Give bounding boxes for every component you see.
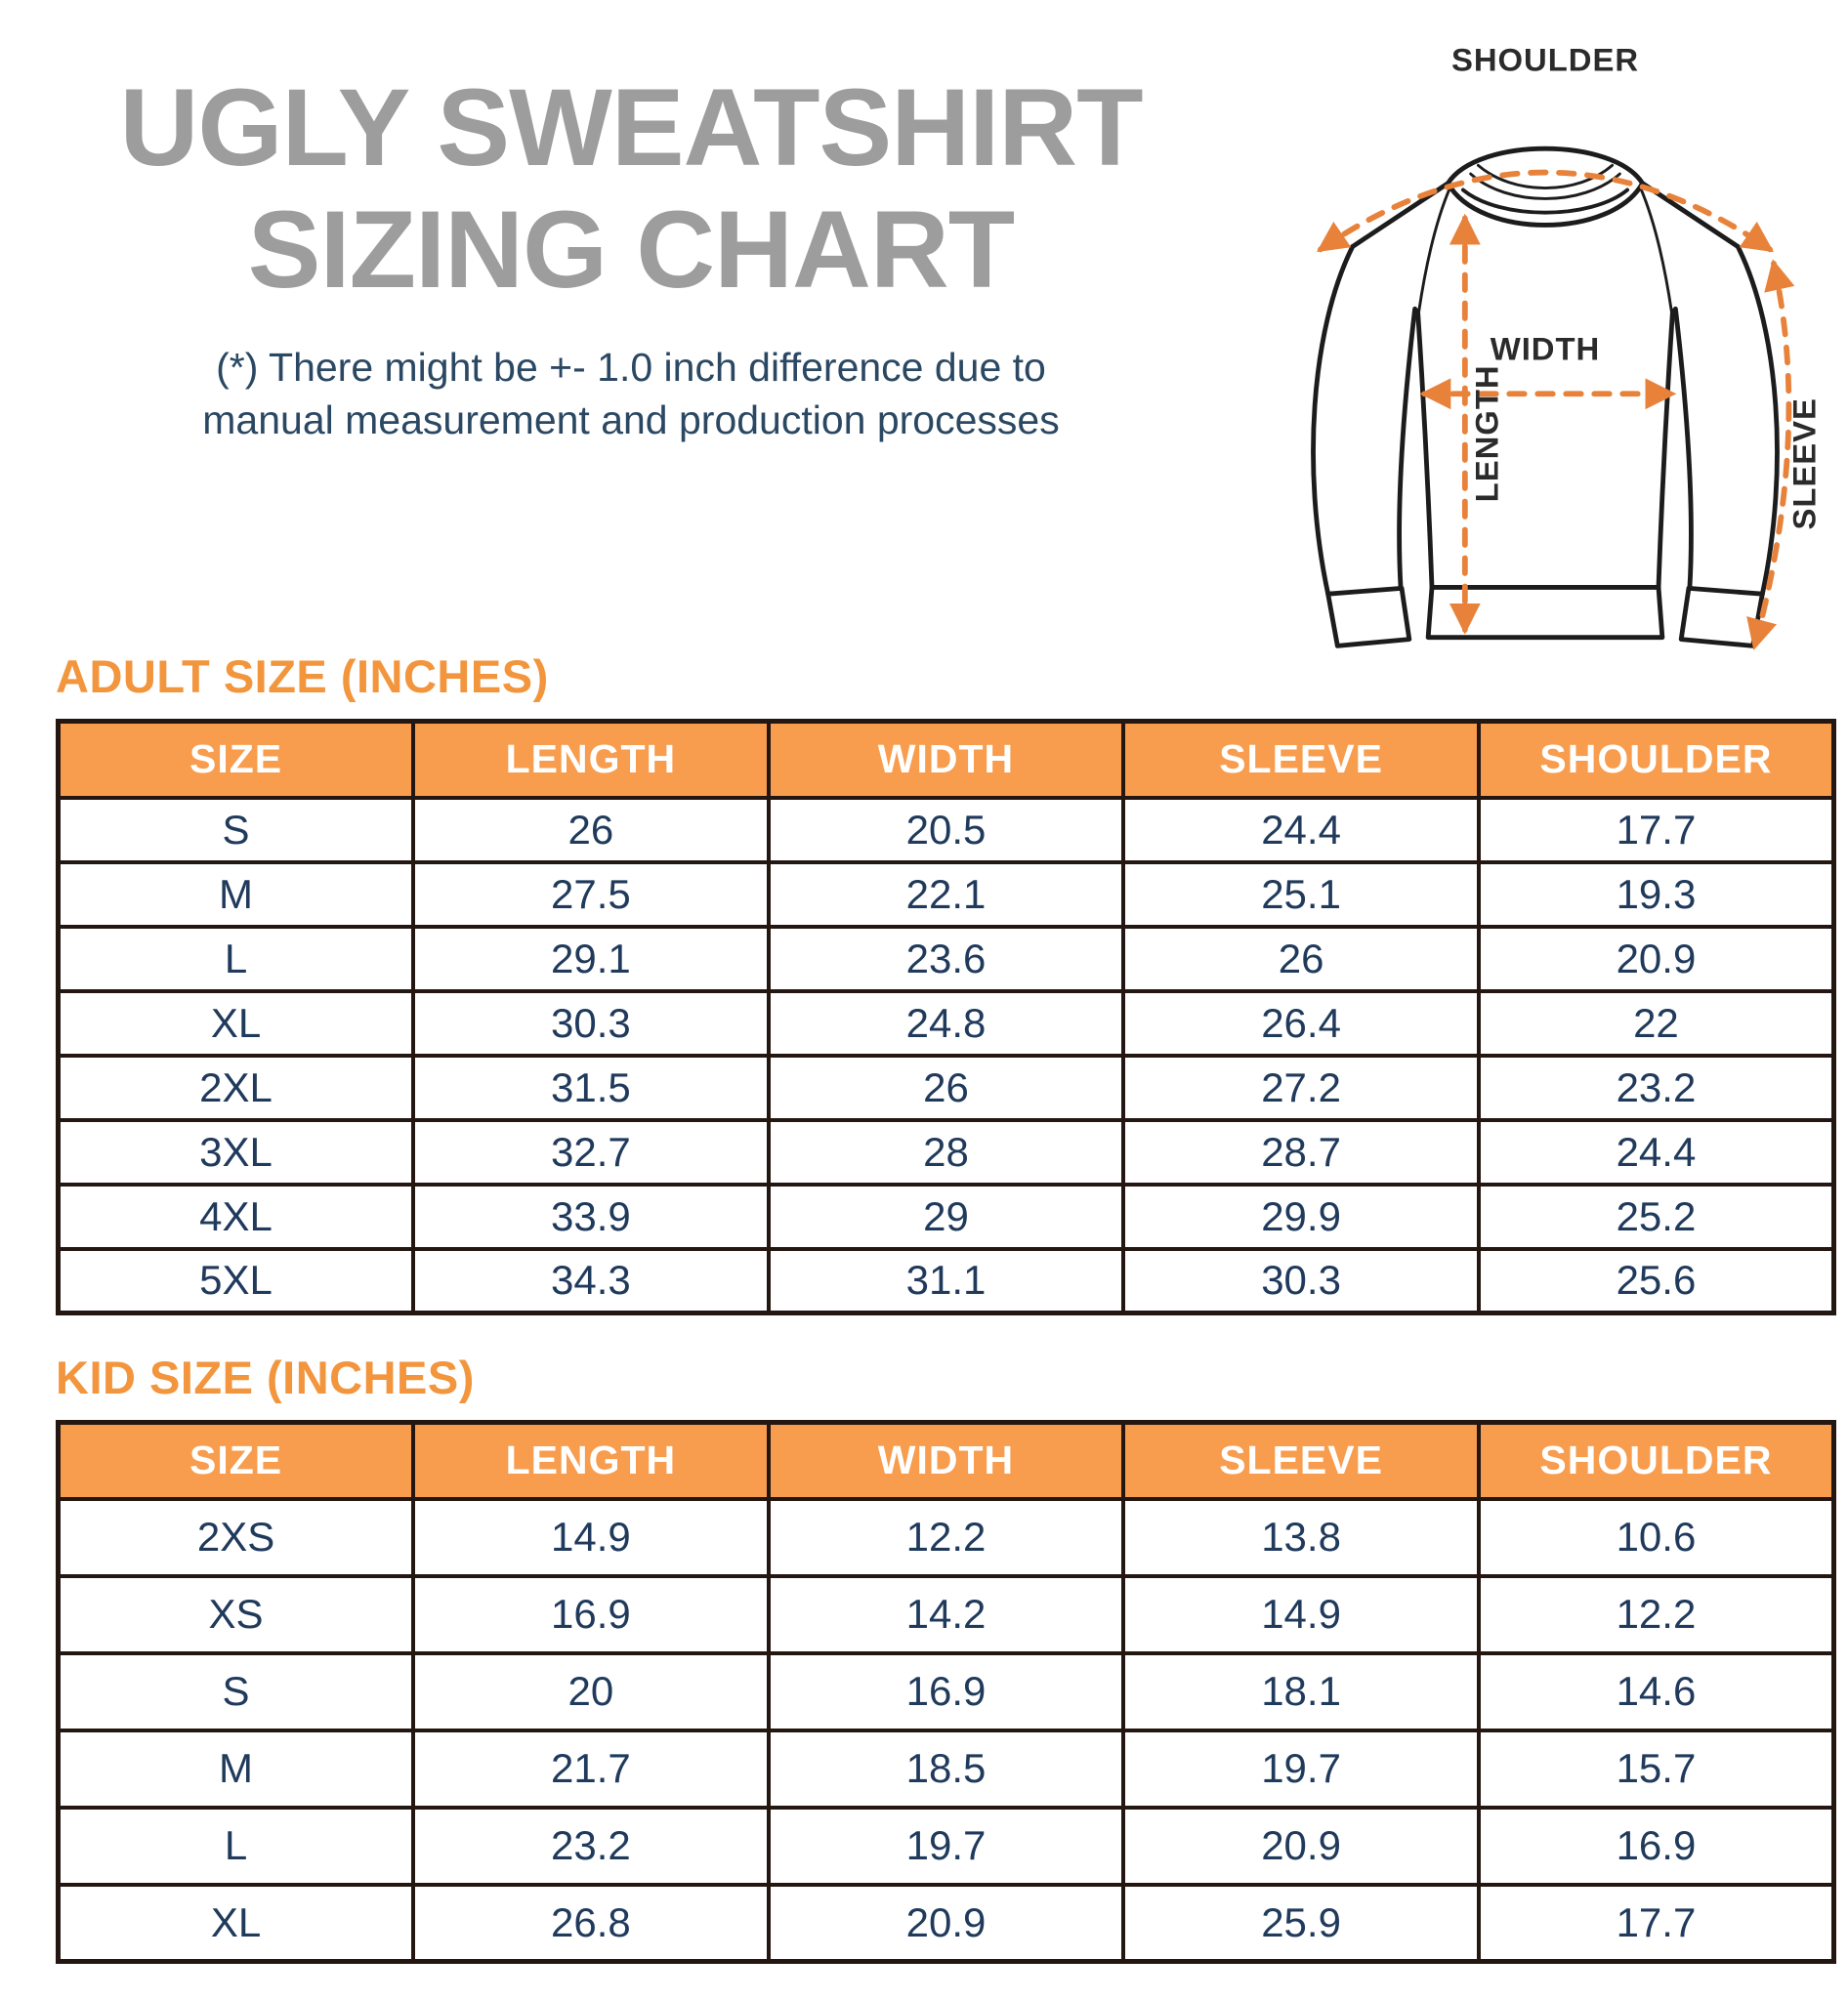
size-label: M: [59, 862, 414, 927]
measurement-value: 10.6: [1479, 1499, 1834, 1576]
table-header-row: [59, 1423, 1834, 1499]
adult-table-header: [59, 722, 1834, 798]
sweatshirt-measurement-illustration: [1262, 27, 1828, 662]
column-header-sleeve: SLEEVE: [1123, 1423, 1479, 1499]
measurement-value: 25.1: [1123, 862, 1479, 927]
column-header-width: WIDTH: [769, 1423, 1124, 1499]
table-row: [59, 1185, 1834, 1249]
measurement-value: 20.5: [769, 798, 1124, 862]
size-label: XL: [59, 991, 414, 1056]
table-row: [59, 1808, 1834, 1885]
measurement-value: 18.1: [1123, 1653, 1479, 1730]
measurement-value: 31.5: [413, 1056, 769, 1120]
adult-table-body: [59, 798, 1834, 1313]
kid-table-header: [59, 1423, 1834, 1499]
sweatshirt-diagram: [1262, 0, 1848, 667]
measurement-value: 33.9: [413, 1185, 769, 1249]
measurement-value: 19.7: [1123, 1730, 1479, 1808]
table-row: [59, 1885, 1834, 1962]
measurement-value: 19.3: [1479, 862, 1834, 927]
measurement-value: 26: [769, 1056, 1124, 1120]
measurement-value: 20.9: [1123, 1808, 1479, 1885]
measurement-value: 12.2: [1479, 1576, 1834, 1653]
size-label: 2XL: [59, 1056, 414, 1120]
measurement-value: 25.9: [1123, 1885, 1479, 1962]
measurement-value: 29.1: [413, 927, 769, 991]
measurement-value: 23.2: [1479, 1056, 1834, 1120]
disclaimer-line1: (*) There might be +- 1.0 inch difference due to: [216, 344, 1046, 390]
measurement-value: 24.8: [769, 991, 1124, 1056]
size-label: L: [59, 927, 414, 991]
measurement-value: 16.9: [769, 1653, 1124, 1730]
column-header-width: WIDTH: [769, 722, 1124, 798]
size-label: XS: [59, 1576, 414, 1653]
sleeve-label: SLEEVE: [1785, 397, 1823, 530]
measurement-value: 20.9: [1479, 927, 1834, 991]
measurement-value: 16.9: [1479, 1808, 1834, 1885]
measurement-value: 23.2: [413, 1808, 769, 1885]
width-label: WIDTH: [1490, 330, 1601, 367]
kid-size-table: [56, 1420, 1836, 1964]
measurement-value: 15.7: [1479, 1730, 1834, 1808]
length-label: LENGTH: [1468, 364, 1505, 503]
size-label: S: [59, 798, 414, 862]
table-row: [59, 1056, 1834, 1120]
column-header-sleeve: SLEEVE: [1123, 722, 1479, 798]
measurement-value: 17.7: [1479, 1885, 1834, 1962]
measurement-value: 26: [413, 798, 769, 862]
measurement-value: 14.2: [769, 1576, 1124, 1653]
adult-size-table: [56, 719, 1836, 1315]
size-label: XL: [59, 1885, 414, 1962]
disclaimer-line2: manual measurement and production processes: [202, 396, 1060, 442]
column-header-shoulder: SHOULDER: [1479, 722, 1834, 798]
page-title: [0, 66, 1262, 312]
measurement-value: 28: [769, 1120, 1124, 1185]
header-section: [0, 0, 1848, 640]
kid-size-heading: KID SIZE (INCHES): [56, 1352, 475, 1403]
size-label: S: [59, 1653, 414, 1730]
measurement-value: 19.7: [769, 1808, 1124, 1885]
measurement-value: 30.3: [1123, 1249, 1479, 1313]
table-row: [59, 1576, 1834, 1653]
page-title-line2: SIZING CHART: [247, 188, 1015, 312]
measurement-value: 22.1: [769, 862, 1124, 927]
adult-size-heading: ADULT SIZE (INCHES): [56, 650, 549, 702]
column-header-shoulder: SHOULDER: [1479, 1423, 1834, 1499]
measurement-value: 28.7: [1123, 1120, 1479, 1185]
measurement-value: 14.9: [413, 1499, 769, 1576]
measurement-value: 14.6: [1479, 1653, 1834, 1730]
measurement-value: 26.8: [413, 1885, 769, 1962]
size-label: 3XL: [59, 1120, 414, 1185]
table-row: [59, 798, 1834, 862]
measurement-value: 14.9: [1123, 1576, 1479, 1653]
measurement-value: 27.2: [1123, 1056, 1479, 1120]
measurement-value: 13.8: [1123, 1499, 1479, 1576]
measurement-value: 25.2: [1479, 1185, 1834, 1249]
table-row: [59, 1730, 1834, 1808]
column-header-size: SIZE: [59, 722, 414, 798]
measurement-value: 18.5: [769, 1730, 1124, 1808]
sweatshirt-outline: [1314, 148, 1778, 646]
measurement-value: 29: [769, 1185, 1124, 1249]
measurement-value: 30.3: [413, 991, 769, 1056]
measurement-value: 17.7: [1479, 798, 1834, 862]
measurement-value: 12.2: [769, 1499, 1124, 1576]
measurement-value: 32.7: [413, 1120, 769, 1185]
measurement-value: 23.6: [769, 927, 1124, 991]
measurement-value: 26.4: [1123, 991, 1479, 1056]
size-label: L: [59, 1808, 414, 1885]
size-label: M: [59, 1730, 414, 1808]
size-label: 4XL: [59, 1185, 414, 1249]
size-label: 2XS: [59, 1499, 414, 1576]
table-header-row: [59, 722, 1834, 798]
measurement-value: 26: [1123, 927, 1479, 991]
measurement-value: 34.3: [413, 1249, 769, 1313]
size-label: 5XL: [59, 1249, 414, 1313]
disclaimer-text: [0, 341, 1262, 446]
table-row: [59, 862, 1834, 927]
table-row: [59, 991, 1834, 1056]
measurement-value: 16.9: [413, 1576, 769, 1653]
table-row: [59, 1249, 1834, 1313]
measurement-value: 25.6: [1479, 1249, 1834, 1313]
sleeve-arrow: [1755, 264, 1789, 646]
measurement-value: 20.9: [769, 1885, 1124, 1962]
table-row: [59, 1120, 1834, 1185]
measurement-arrows: [1321, 173, 1788, 646]
measurement-value: 21.7: [413, 1730, 769, 1808]
title-block: [0, 0, 1262, 446]
measurement-value: 20: [413, 1653, 769, 1730]
measurement-value: 29.9: [1123, 1185, 1479, 1249]
table-row: [59, 1653, 1834, 1730]
kid-table-body: [59, 1499, 1834, 1962]
measurement-value: 31.1: [769, 1249, 1124, 1313]
column-header-size: SIZE: [59, 1423, 414, 1499]
measurement-value: 27.5: [413, 862, 769, 927]
measurement-value: 24.4: [1479, 1120, 1834, 1185]
measurement-value: 24.4: [1123, 798, 1479, 862]
column-header-length: LENGTH: [413, 1423, 769, 1499]
page-title-line1: UGLY SWEATSHIRT: [119, 66, 1143, 188]
column-header-length: LENGTH: [413, 722, 769, 798]
measurement-value: 22: [1479, 991, 1834, 1056]
shoulder-label: SHOULDER: [1450, 41, 1640, 78]
table-row: [59, 1499, 1834, 1576]
table-row: [59, 927, 1834, 991]
